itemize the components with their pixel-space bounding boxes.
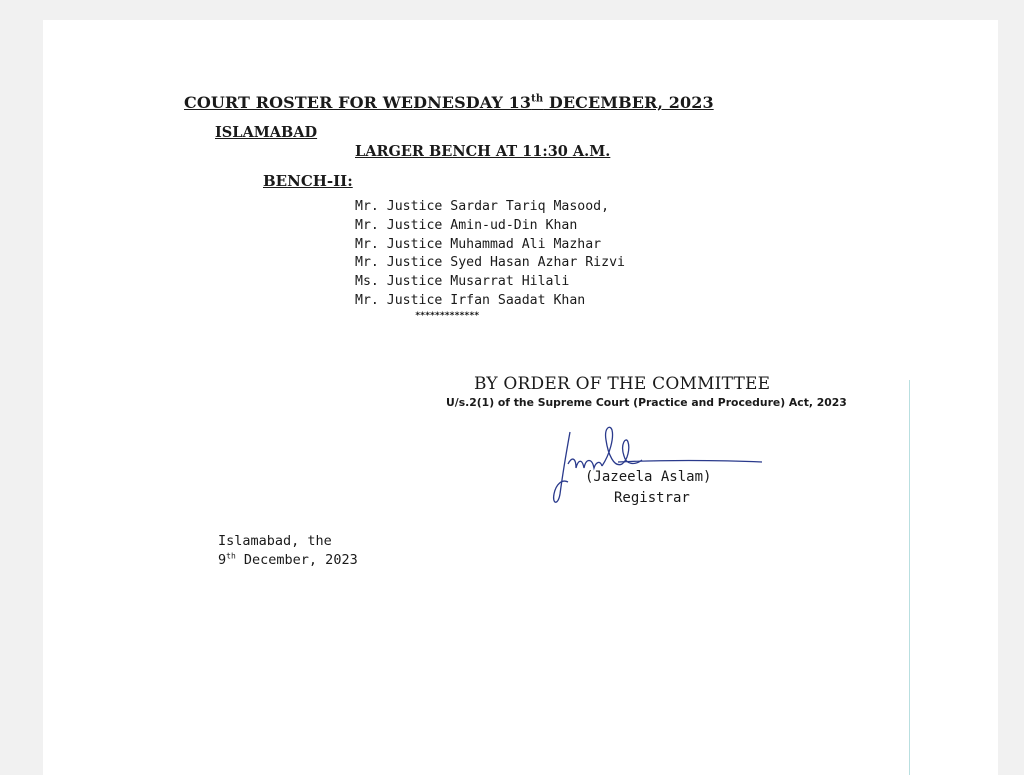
judge-entry: Mr. Justice Syed Hasan Azhar Rizvi bbox=[355, 255, 625, 271]
judge-entry: Mr. Justice Amin-ud-Din Khan bbox=[355, 217, 578, 233]
signatory-name: (Jazeela Aslam) bbox=[585, 469, 712, 485]
issue-place: Islamabad, the bbox=[218, 533, 332, 549]
document-page bbox=[43, 20, 998, 775]
issue-date: 9th December, 2023 bbox=[218, 551, 358, 568]
bench-label: BENCH-II: bbox=[263, 172, 353, 190]
order-authority: U/s.2(1) of the Supreme Court (Practice and Procedure) Act, 2023 bbox=[446, 396, 847, 409]
separator-stars: ************* bbox=[415, 311, 479, 321]
order-heading: BY ORDER OF THE COMMITTEE bbox=[474, 374, 771, 394]
judges-list bbox=[355, 198, 625, 311]
judge-entry: Mr. Justice Irfan Saadat Khan bbox=[355, 292, 586, 308]
signatory-designation: Registrar bbox=[614, 490, 690, 506]
judge-entry: Ms. Justice Musarrat Hilali bbox=[355, 274, 570, 290]
bench-time-heading: LARGER BENCH AT 11:30 A.M. bbox=[355, 143, 611, 160]
roster-title: COURT ROSTER FOR WEDNESDAY 13th DECEMBER, 2023 bbox=[184, 93, 714, 112]
page-edge-line bbox=[909, 380, 910, 775]
judge-entry: Mr. Justice Muhammad Ali Mazhar bbox=[355, 236, 602, 252]
roster-city: ISLAMABAD bbox=[215, 124, 318, 141]
judge-entry: Mr. Justice Sardar Tariq Masood, bbox=[355, 199, 610, 214]
